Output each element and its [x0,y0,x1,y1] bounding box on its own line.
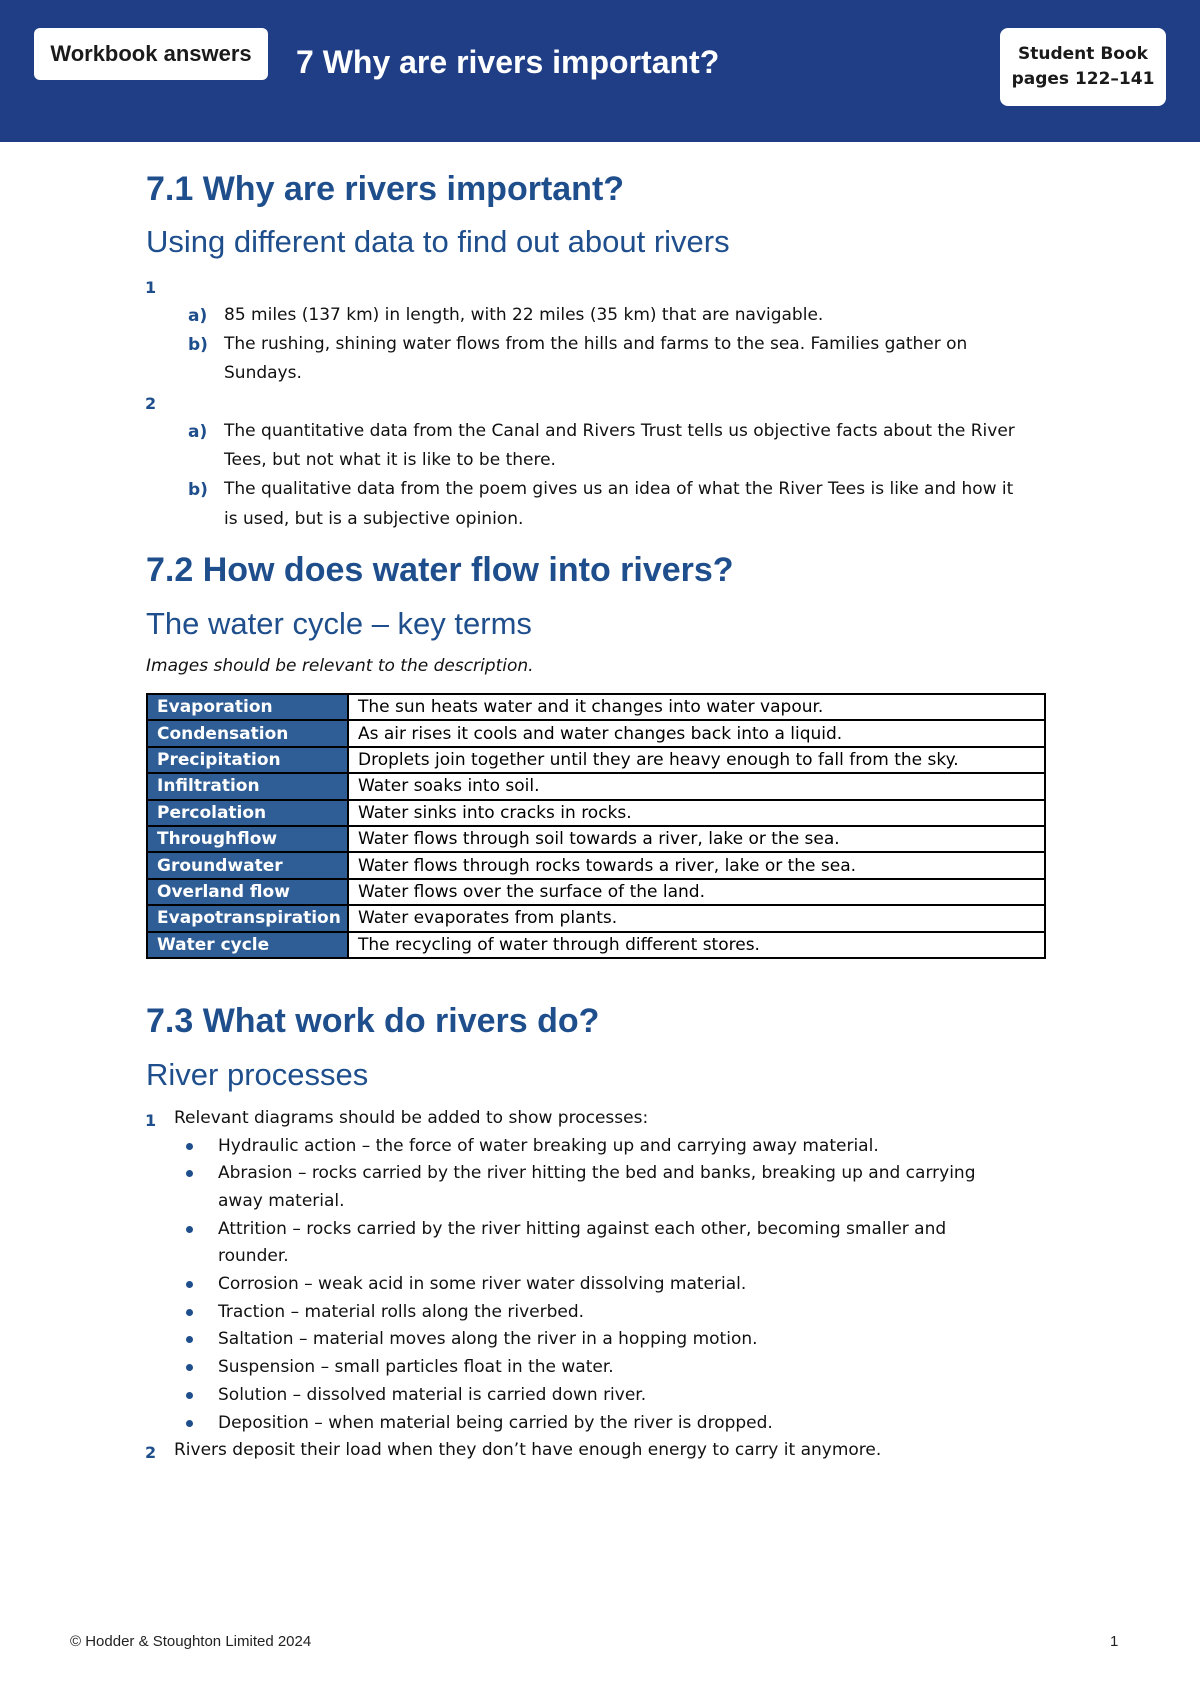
list-item: Deposition – when material being carried by the river is dropped. [218,1413,773,1433]
chapter-title: 7 Why are rivers important? [296,44,720,80]
definition-cell: As air rises it cools and water changes back into a liquid. [348,720,1045,746]
answer-text: The qualitative data from the poem gives us an idea of what the River Tees is like and how it [224,479,1014,499]
term-cell: Evapotranspiration [147,905,348,931]
definition-cell: Water soaks into soil. [348,773,1045,799]
term-cell: Precipitation [147,747,348,773]
list-item: Attrition – rocks carried by the river hitting against each other, becoming smaller and [218,1219,947,1239]
bullet-icon [186,1420,193,1427]
list-item: away material. [218,1191,345,1211]
term-cell: Groundwater [147,852,348,878]
copyright-footer: © Hodder & Stoughton Limited 2024 [70,1633,312,1650]
student-book-label: Student Book [1018,44,1148,64]
definition-cell: Water flows through rocks towards a river, lake or the sea. [348,852,1045,878]
definition-cell: Droplets join together until they are heavy enough to fall from the sky. [348,747,1045,773]
section-7-3-subheading: River processes [146,1057,369,1092]
term-cell: Condensation [147,720,348,746]
key-terms-table [146,693,1046,959]
definition-cell: Water evaporates from plants. [348,905,1045,931]
page-number: 1 [1110,1633,1119,1650]
answer-letter: a) [188,306,208,326]
list-item: Corrosion – weak acid in some river water dissolving material. [218,1274,747,1294]
definition-cell: Water flows over the surface of the land. [348,879,1045,905]
answer-text: Sundays. [224,363,302,383]
answer-text: 85 miles (137 km) in length, with 22 miles (35 km) that are navigable. [224,305,824,325]
definition-cell: Water sinks into cracks in rocks. [348,800,1045,826]
term-cell: Percolation [147,800,348,826]
question-text: Relevant diagrams should be added to show processes: [174,1108,649,1128]
bullet-icon [186,1170,193,1177]
table-row [147,720,1045,746]
bullet-icon [186,1281,193,1288]
question-number: 1 [145,278,157,297]
question-number: 2 [145,1443,157,1462]
bullet-icon [186,1392,193,1399]
images-note: Images should be relevant to the description. [146,656,534,676]
list-item: Saltation – material moves along the river in a hopping motion. [218,1329,758,1349]
definition-cell: The sun heats water and it changes into water vapour. [348,694,1045,720]
list-item: Hydraulic action – the force of water breaking up and carrying away material. [218,1136,879,1156]
question-text: Rivers deposit their load when they don’t have enough energy to carry it anymore. [174,1440,882,1460]
list-item: Solution – dissolved material is carried down river. [218,1385,647,1405]
bullet-icon [186,1364,193,1371]
term-cell: Evaporation [147,694,348,720]
list-item: Suspension – small particles float in the water. [218,1357,614,1377]
section-7-3-heading: 7.3 What work do rivers do? [146,1002,600,1040]
term-cell: Infiltration [147,773,348,799]
table-row [147,826,1045,852]
section-7-2-heading: 7.2 How does water flow into rivers? [146,551,734,589]
table-row [147,879,1045,905]
bullet-icon [186,1143,193,1150]
table-row [147,800,1045,826]
bullet-icon [186,1226,193,1233]
list-item: Traction – material rolls along the riverbed. [218,1302,585,1322]
term-cell: Throughflow [147,826,348,852]
answer-text: Tees, but not what it is like to be there. [224,450,556,470]
section-7-1-subheading: Using different data to find out about rivers [146,224,730,259]
answer-letter: b) [188,335,208,355]
table-row [147,694,1045,720]
term-cell: Water cycle [147,932,348,958]
table-row [147,747,1045,773]
bullet-icon [186,1336,193,1343]
answer-text: The quantitative data from the Canal and Rivers Trust tells us objective facts about the River [224,421,1015,441]
question-number: 1 [145,1111,157,1130]
definition-cell: The recycling of water through different stores. [348,932,1045,958]
answer-text: The rushing, shining water flows from the hills and farms to the sea. Families gather on [224,334,968,354]
workbook-answers-tag: Workbook answers [34,28,268,80]
table-row [147,773,1045,799]
definition-cell: Water flows through soil towards a river, lake or the sea. [348,826,1045,852]
table-row [147,905,1045,931]
answer-letter: b) [188,480,208,500]
answer-text: is used, but is a subjective opinion. [224,509,524,529]
section-7-1-heading: 7.1 Why are rivers important? [146,170,625,208]
student-book-tag [1000,28,1166,106]
answer-letter: a) [188,422,208,442]
question-number: 2 [145,394,157,413]
student-book-pages: pages 122–141 [1011,69,1155,89]
table-row [147,852,1045,878]
section-7-2-subheading: The water cycle – key terms [146,606,532,641]
list-item: Abrasion – rocks carried by the river hitting the bed and banks, breaking up and carrying [218,1163,976,1183]
list-item: rounder. [218,1246,289,1266]
table-row [147,932,1045,958]
term-cell: Overland flow [147,879,348,905]
bullet-icon [186,1309,193,1316]
header-banner [0,0,1200,142]
